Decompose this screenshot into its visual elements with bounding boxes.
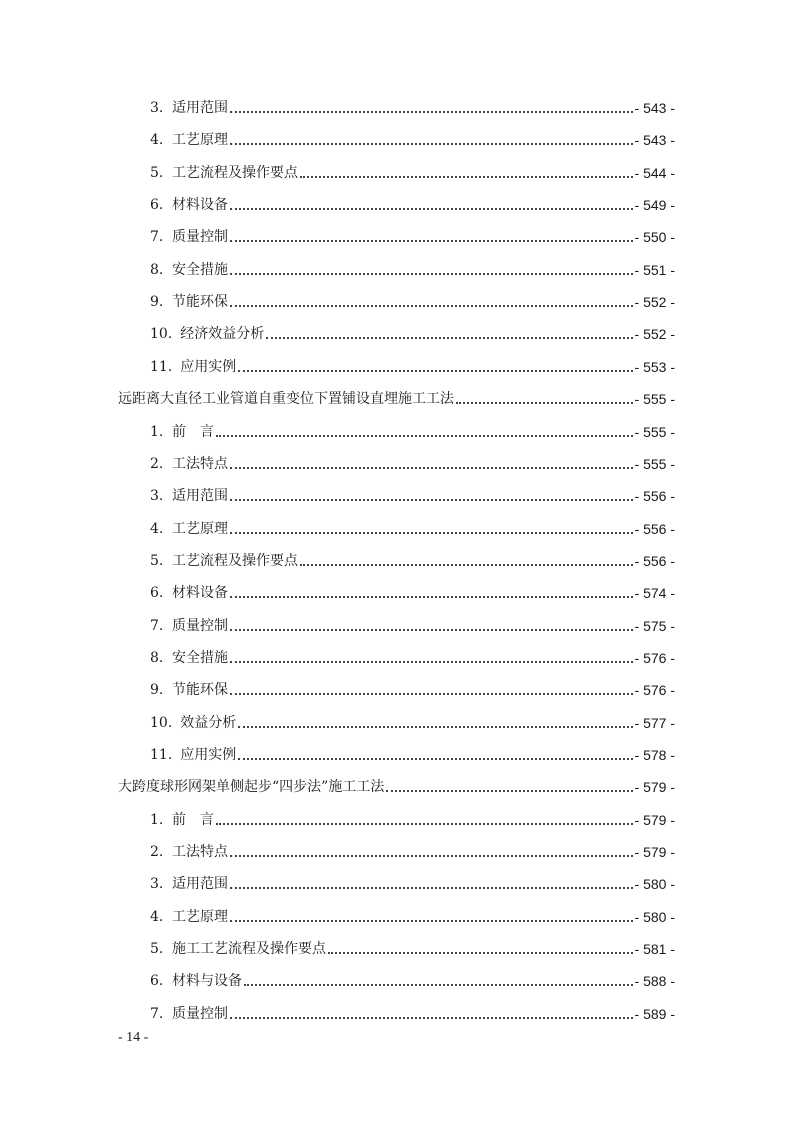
toc-subsection-entry[interactable] [150, 255, 675, 279]
toc-dot-leader [230, 532, 633, 534]
toc-dot-leader [230, 693, 633, 695]
toc-entry-title: 工艺流程及操作要点 [172, 165, 298, 181]
toc-subsection-entry[interactable] [150, 417, 675, 441]
toc-subsection-entry[interactable] [150, 93, 675, 117]
toc-subsection-entry[interactable] [150, 190, 675, 214]
toc-entry-title: 适用范围 [172, 876, 228, 892]
toc-dot-leader [230, 1017, 633, 1019]
toc-entry-page: - 543 - [634, 132, 675, 148]
toc-subsection-entry[interactable] [150, 546, 675, 570]
toc-entry-title: 前 言 [172, 424, 214, 440]
toc-subsection-entry[interactable] [150, 966, 675, 990]
toc-entry-page: - 579 - [634, 812, 675, 828]
toc-entry-page: - 580 - [634, 876, 675, 892]
toc-entry-title: 适用范围 [172, 488, 228, 504]
toc-entry-page: - 552 - [634, 326, 675, 342]
toc-entry-page: - 579 - [634, 844, 675, 860]
toc-entry-title: 经济效益分析 [180, 326, 265, 342]
toc-dot-leader [386, 790, 632, 792]
toc-entry-title: 施工工艺流程及操作要点 [172, 941, 326, 957]
toc-subsection-entry[interactable] [150, 708, 675, 732]
toc-dot-leader [230, 143, 633, 145]
toc-entry-number: 8. [150, 650, 164, 666]
toc-subsection-entry[interactable] [150, 125, 675, 149]
toc-dot-leader [244, 984, 633, 986]
toc-subsection-entry[interactable] [150, 805, 675, 829]
toc-subsection-entry[interactable] [150, 837, 675, 861]
toc-dot-leader [230, 661, 633, 663]
toc-entry-number: 2. [150, 456, 164, 472]
toc-entry-number: 3. [150, 488, 164, 504]
toc-dot-leader [238, 726, 632, 728]
toc-dot-leader [300, 564, 633, 566]
toc-entry-title: 工艺原理 [172, 521, 228, 537]
toc-entry-page: - 578 - [634, 747, 675, 763]
toc-entry-number: 1. [150, 812, 164, 828]
toc-entry-title: 质量控制 [172, 1006, 228, 1022]
toc-entry-number: 7. [150, 1006, 164, 1022]
toc-dot-leader [300, 176, 633, 178]
toc-entry-number: 7. [150, 229, 164, 245]
toc-entry-page: - 588 - [634, 973, 675, 989]
toc-entry-page: - 577 - [634, 715, 675, 731]
toc-dot-leader [230, 596, 633, 598]
toc-entry-title: 材料与设备 [172, 973, 242, 989]
toc-entry-page: - 589 - [634, 1006, 675, 1022]
toc-entry-number: 4. [150, 521, 164, 537]
toc-entry-page: - 580 - [634, 909, 675, 925]
toc-dot-leader [230, 629, 633, 631]
toc-entry-title: 前 言 [172, 812, 214, 828]
toc-entry-page: - 555 - [634, 456, 675, 472]
toc-entry-title: 质量控制 [172, 229, 228, 245]
toc-entry-page: - 551 - [634, 262, 675, 278]
toc-dot-leader [230, 499, 633, 501]
toc-entry-number: 6. [150, 585, 164, 601]
toc-subsection-entry[interactable] [150, 319, 675, 343]
toc-subsection-entry[interactable] [150, 740, 675, 764]
toc-entry-page: - 553 - [634, 359, 675, 375]
toc-entry-number: 3. [150, 100, 164, 116]
toc-subsection-entry[interactable] [150, 869, 675, 893]
toc-subsection-entry[interactable] [150, 578, 675, 602]
toc-entry-page: - 549 - [634, 197, 675, 213]
toc-entry-page: - 575 - [634, 618, 675, 634]
toc-dot-leader [230, 208, 633, 210]
toc-subsection-entry[interactable] [150, 934, 675, 958]
toc-entry-title: 工艺流程及操作要点 [172, 553, 298, 569]
toc-entry-page: - 556 - [634, 521, 675, 537]
toc-subsection-entry[interactable] [150, 449, 675, 473]
toc-dot-leader [230, 273, 633, 275]
toc-entry-page: - 556 - [634, 488, 675, 504]
toc-entry-title: 大跨度球形网架单侧起步“四步法”施工工法 [118, 779, 385, 795]
toc-entry-number: 7. [150, 618, 164, 634]
toc-dot-leader [266, 337, 632, 339]
toc-entry-title: 工艺原理 [172, 132, 228, 148]
toc-dot-leader [456, 402, 633, 404]
toc-entry-title: 节能环保 [172, 294, 228, 310]
toc-entry-number: 2. [150, 844, 164, 860]
toc-dot-leader [216, 823, 633, 825]
toc-dot-leader [230, 920, 633, 922]
toc-entry-number: 11. [150, 747, 173, 763]
toc-entry-title: 工法特点 [172, 456, 228, 472]
toc-subsection-entry[interactable] [150, 481, 675, 505]
page-number: - 14 - [118, 1030, 149, 1045]
toc-dot-leader [328, 952, 633, 954]
toc-dot-leader [230, 855, 633, 857]
toc-entry-number: 5. [150, 553, 164, 569]
toc-entry-page: - 576 - [634, 682, 675, 698]
toc-entry-title: 材料设备 [172, 197, 228, 213]
toc-dot-leader [238, 370, 632, 372]
toc-entry-title: 安全措施 [172, 262, 228, 278]
toc-entry-title: 工艺原理 [172, 909, 228, 925]
toc-entry-page: - 581 - [634, 941, 675, 957]
toc-entry-page: - 544 - [634, 165, 675, 181]
toc-subsection-entry[interactable] [150, 611, 675, 635]
toc-entry-page: - 550 - [634, 229, 675, 245]
toc-subsection-entry[interactable] [150, 352, 675, 376]
toc-entry-title: 质量控制 [172, 618, 228, 634]
toc-entry-number: 8. [150, 262, 164, 278]
toc-entry-number: 4. [150, 909, 164, 925]
toc-entry-page: - 576 - [634, 650, 675, 666]
toc-subsection-entry[interactable] [150, 643, 675, 667]
toc-entry-number: 9. [150, 294, 164, 310]
toc-entry-number: 9. [150, 682, 164, 698]
toc-entry-title: 效益分析 [180, 715, 237, 731]
toc-entry-title: 适用范围 [172, 100, 228, 116]
toc-dot-leader [230, 467, 633, 469]
toc-subsection-entry[interactable] [150, 158, 675, 182]
toc-entry-title: 材料设备 [172, 585, 228, 601]
toc-entry-number: 11. [150, 359, 173, 375]
toc-entry-title: 节能环保 [172, 682, 228, 698]
toc-entry-number: 6. [150, 197, 164, 213]
toc-entry-page: - 556 - [634, 553, 675, 569]
toc-subsection-entry[interactable] [150, 675, 675, 699]
toc-subsection-entry[interactable] [150, 902, 675, 926]
toc-entry-number: 10. [150, 326, 173, 342]
toc-entry-number: 5. [150, 941, 164, 957]
toc-section-entry[interactable] [118, 384, 675, 408]
toc-dot-leader [230, 305, 633, 307]
toc-subsection-entry[interactable] [150, 999, 675, 1023]
toc-subsection-entry[interactable] [150, 514, 675, 538]
toc-entry-number: 6. [150, 973, 164, 989]
toc-entry-number: 10. [150, 715, 173, 731]
toc-entry-number: 5. [150, 165, 164, 181]
toc-entry-number: 3. [150, 876, 164, 892]
toc-subsection-entry[interactable] [150, 287, 675, 311]
toc-dot-leader [238, 758, 632, 760]
toc-section-entry[interactable] [118, 772, 675, 796]
toc-entry-title: 工法特点 [172, 844, 228, 860]
toc-dot-leader [230, 111, 633, 113]
toc-entry-page: - 555 - [634, 424, 675, 440]
toc-entry-page: - 543 - [634, 100, 675, 116]
toc-entry-number: 4. [150, 132, 164, 148]
toc-entry-title: 应用实例 [180, 359, 237, 375]
toc-subsection-entry[interactable] [150, 222, 675, 246]
toc-dot-leader [230, 240, 633, 242]
toc-dot-leader [216, 435, 633, 437]
toc-entry-title: 远距离大直径工业管道自重变位下置铺设直埋施工工法 [118, 391, 454, 407]
toc-entry-title: 应用实例 [180, 747, 237, 763]
toc-entry-page: - 555 - [634, 391, 675, 407]
toc-entry-page: - 574 - [634, 585, 675, 601]
toc-entry-page: - 579 - [634, 779, 675, 795]
toc-dot-leader [230, 887, 633, 889]
toc-entry-page: - 552 - [634, 294, 675, 310]
toc-entry-number: 1. [150, 424, 164, 440]
toc-entry-title: 安全措施 [172, 650, 228, 666]
